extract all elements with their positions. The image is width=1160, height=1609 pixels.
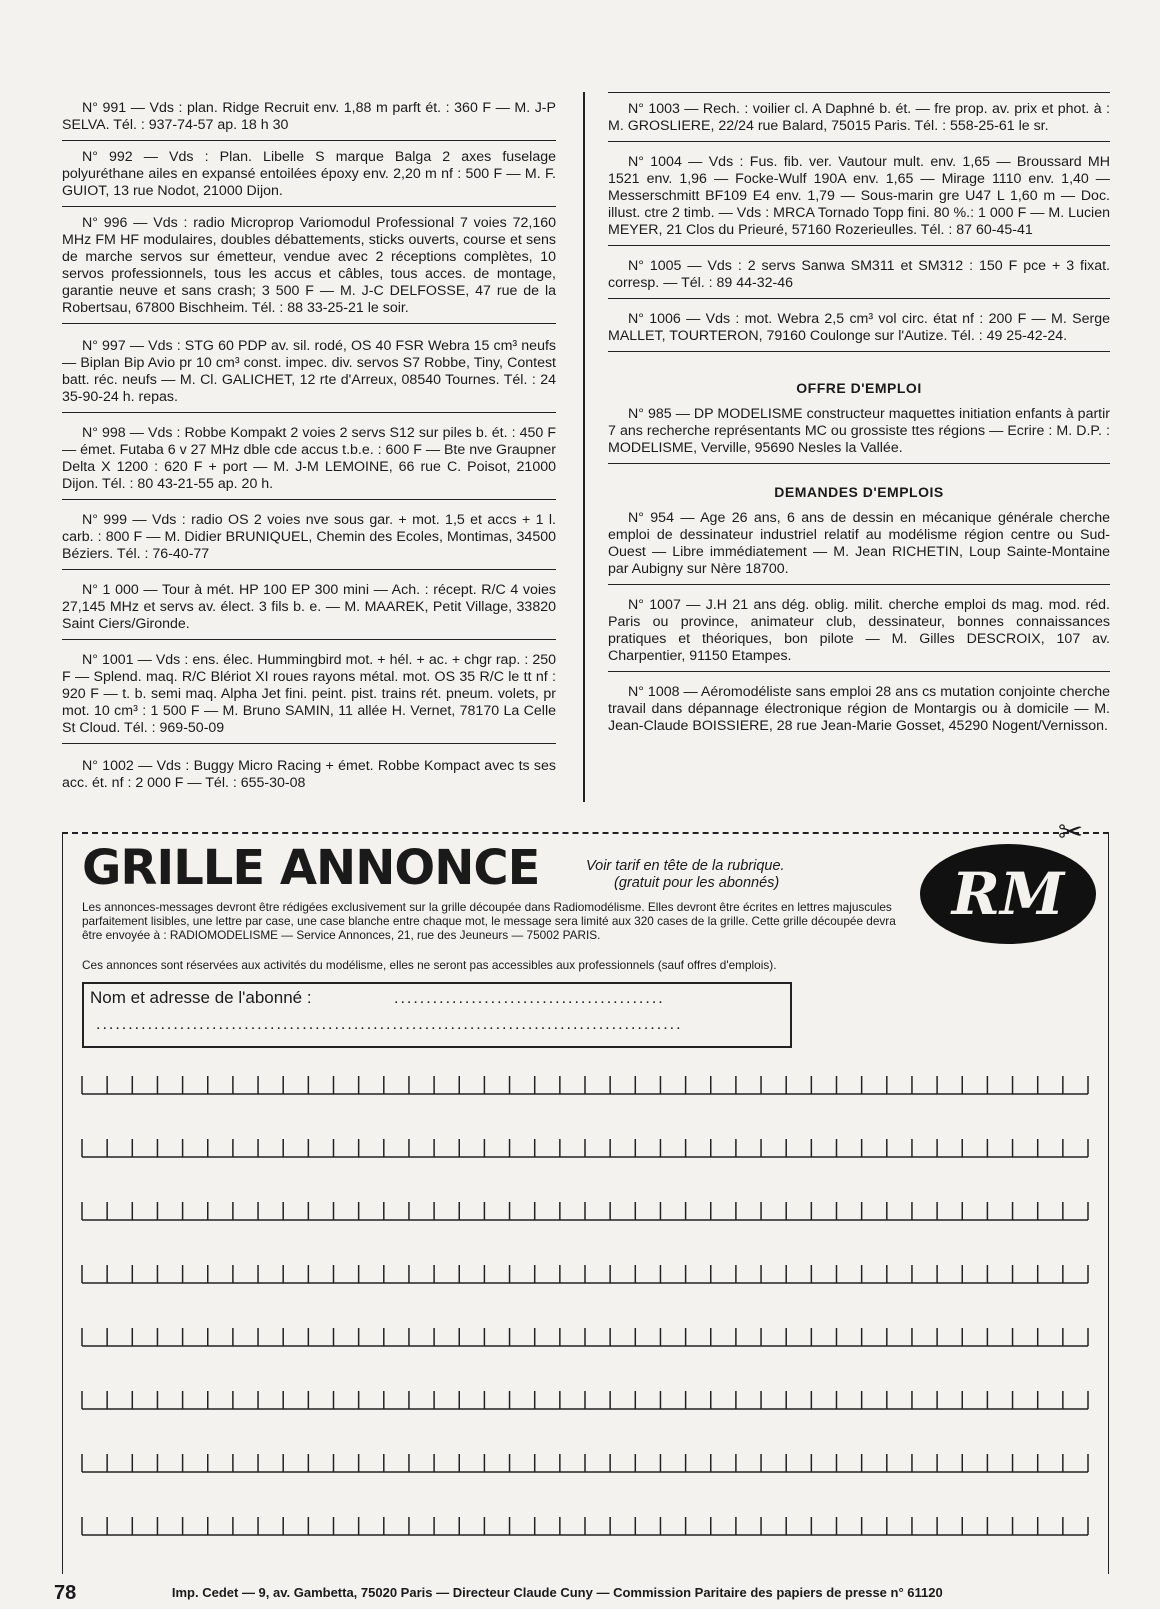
classified-ad: N° 1002 — Vds : Buggy Micro Racing + émet. Robbe Kompact avec ts ses acc. ét. nf : 2 000 F — Tél. : 655-30-08 [62,758,556,791]
classified-ad: N° 985 — DP MODELISME constructeur maquettes initiation enfants à partir 7 ans recherche représentants MC ou grossiste ttes régions — Ecrire : M. D.P. : MODELISME, Verville, 95690 Nesles la Vallée. [608,402,1110,464]
classified-ad: N° 991 — Vds : plan. Ridge Recruit env. 1,88 m parft ét. : 360 F — M. J-P SELVA. Tél. : 937-74-57 ap. 18 h 30 [62,92,556,141]
classified-ad: N° 1 000 — Tour à mét. HP 100 EP 300 mini — Ach. : récept. R/C 4 voies 27,145 MHz et servs av. élect. 3 fils b. e. — M. MAAREK, Petit Village, 33820 Saint Ciers/Gironde. [62,570,556,640]
grid-row [78,1072,1098,1135]
name-label: Nom et adresse de l'abonné : [90,988,312,1007]
rm-logo [918,842,1098,946]
subscriber-name-box[interactable] [82,982,792,1048]
grid-row [78,1513,1098,1576]
left-column [62,92,556,798]
grid-row [78,1387,1098,1450]
classified-ad: N° 1007 — J.H 21 ans dég. oblig. milit. cherche emploi ds mag. mod. réd. Paris ou province, animateur club, dessinateur, bonnes connaissances pratiques et théoriques, bon pilote — M. Gilles DESCROIX, 107 av. Charpentier, 91150 Etampes. [608,585,1110,672]
classified-ad: N° 1008 — Aéromodéliste sans emploi 28 ans cs mutation conjointe cherche travail dans dépannage électronique région de Montargis ou à domicile — M. Jean-Claude BOISSIERE, 28 rue Jean-Marie Gosset, 45290 Nogent/Vernisson. [608,684,1110,734]
right-column [608,92,1110,741]
classified-ad: N° 999 — Vds : radio OS 2 voies nve sous gar. + mot. 1,5 et accs + 1 l. carb. : 800 F — M. Didier BRUNIQUEL, Chemin des Ecoles, Montimas, 34500 Béziers. Tél. : 76-40-77 [62,500,556,570]
classified-ad: N° 1004 — Vds : Fus. fib. ver. Vautour mult. env. 1,65 — Broussard MH 1521 env. 1,96 — Focke-Wulf 190A env. 1,65 — Mirage 1110 env. 1,40 — Messerschmitt BF109 E4 env. 1,79 — Sous-marin gre U47 L 1,60 m — Doc. illust. ctre 2 timb. — Vds : MRCA Tornado Topp fini. 80 %.: 1 000 F — M. Lucien MEYER, 21 Clos du Prieuré, 57160 Rozerieulles. Tél. : 87 60-45-41 [608,142,1110,246]
tarif-note: Voir tarif en tête de la rubrique. (gratuit pour les abonnés) [586,858,785,891]
classified-ad: N° 1006 — Vds : mot. Webra 2,5 cm³ vol circ. état nf : 200 F — M. Serge MALLET, TOURTERON, 79160 Coulonge sur l'Autize. Tél. : 49 25-42-24. [608,299,1110,352]
grid-row [78,1261,1098,1324]
classified-ad: N° 996 — Vds : radio Microprop Variomodul Professional 7 voies 72,160 MHz FM HF modulaires, doubles débattements, sticks ouverts, course et sens de marche servos sur émetteur, vendue avec 2 réceptions complètes, 10 servos professionnels, tous les accus et câbles, tous acces. de montage, garantie neuve et sans crash; 3 500 F — M. J-C DELFOSSE, 47 rue de la Robertsau, 67800 Bischheim. Tél. : 88 33-25-21 le soir. [62,207,556,324]
address-fill-line: ........................................................................................... [96,1016,683,1033]
grid-row [78,1198,1098,1261]
classified-ad: N° 1003 — Rech. : voilier cl. A Daphné b. ét. — fre prop. av. prix et phot. à : M. GROSLIERE, 22/24 rue Balard, 75015 Paris. Tél. : 558-25-61 le sr. [608,92,1110,142]
page-number: 78 [54,1582,77,1604]
grille-title: GRILLE ANNONCE [82,840,540,896]
name-fill-line: .......................................... [394,990,665,1007]
letter-grid [78,1072,1098,1576]
column-divider [583,92,585,802]
grid-row [78,1450,1098,1513]
page-footer [54,1582,1134,1605]
classified-ad: N° 1005 — Vds : 2 servs Sanwa SM311 et SM312 : 150 F pce + 3 fixat. corresp. — Tél. : 89 44-32-46 [608,246,1110,299]
classified-ad: N° 954 — Age 26 ans, 6 ans de dessin en mécanique générale cherche emploi de dessinateur industriel relatif au modélisme région centre ou Sud-Ouest — Libre immédiatement — M. Jean RICHETIN, Loup Sainte-Montaine par Aubigny sur Nère 18700. [608,506,1110,585]
offre-emploi-heading: OFFRE D'EMPLOI [796,380,922,396]
classified-ad: N° 1001 — Vds : ens. élec. Hummingbird mot. + hél. + ac. + chgr rap. : 250 F — Splend. maq. R/C Blériot XI roues rayons métal. mot. OS 35 R/C le tt nf : 920 F — t. b. semi maq. Alpha Jet fini. peint. pist. trains rét. pneum. volets, pr mot. 10 cm³ : 1 500 F — M. Bruno SAMIN, 11 allée H. Vernet, 78170 La Celle St Cloud. Tél. : 969-50-09 [62,640,556,744]
classified-ad: N° 992 — Vds : Plan. Libelle S marque Balga 2 axes fuselage polyuréthane ailes en expansé entoilées époxy env. 2,20 m nf : 500 F — M. F. GUIOT, 13 rue Nodot, 21000 Dijon. [62,141,556,207]
demandes-emplois-heading: DEMANDES D'EMPLOIS [774,484,944,500]
logo-text: RM [951,860,1065,928]
grid-row [78,1135,1098,1198]
classified-ad: N° 998 — Vds : Robbe Kompakt 2 voies 2 servs S12 sur piles b. ét. : 450 F — émet. Futaba 6 v 27 MHz dble cde accus t.b.e. : 600 F — Bte nve Graupner Delta X 1200 : 620 F + port — M. J-M LEMOINE, 66 rue C. Poisot, 21000 Dijon. Tél. : 80 43-21-55 ap. 20 h. [62,413,556,500]
coupon-restriction: Ces annonces sont réservées aux activités du modélisme, elles ne seront pas accessibles aux professionnels (sauf offres d'emplois). [82,958,777,972]
scissors-icon: ✂ [1058,816,1084,849]
classified-ad: N° 997 — Vds : STG 60 PDP av. sil. rodé, OS 40 FSR Webra 15 cm³ neufs — Biplan Bip Avio pr 10 cm³ const. impec. div. servos S7 Robbe, Tiny, Contest batt. réc. neufs — M. Cl. GALICHET, 12 rte d'Arreux, 08540 Tournes. Tél. : 24 35-90-24 h. repas. [62,324,556,413]
grid-row [78,1324,1098,1387]
imprint-text: Imp. Cedet — 9, av. Gambetta, 75020 Paris — Directeur Claude Cuny — Commission Paritaire des papiers de presse n° 61120 [171,1585,943,1600]
coupon-rules: Les annonces-messages devront être rédigées exclusivement sur la grille découpée dans Radiomodélisme. Elles devront être écrites en lettres majuscules parfaitement lisibles, une lettre par case, une case blanche entre chaque mot, le message sera limité aux 320 cases de la grille. Cette grille découpée devra être envoyée à : RADIOMODELISME — Service Annonces, 21, rue des Jeuneurs — 75002 PARIS. [82,900,896,942]
